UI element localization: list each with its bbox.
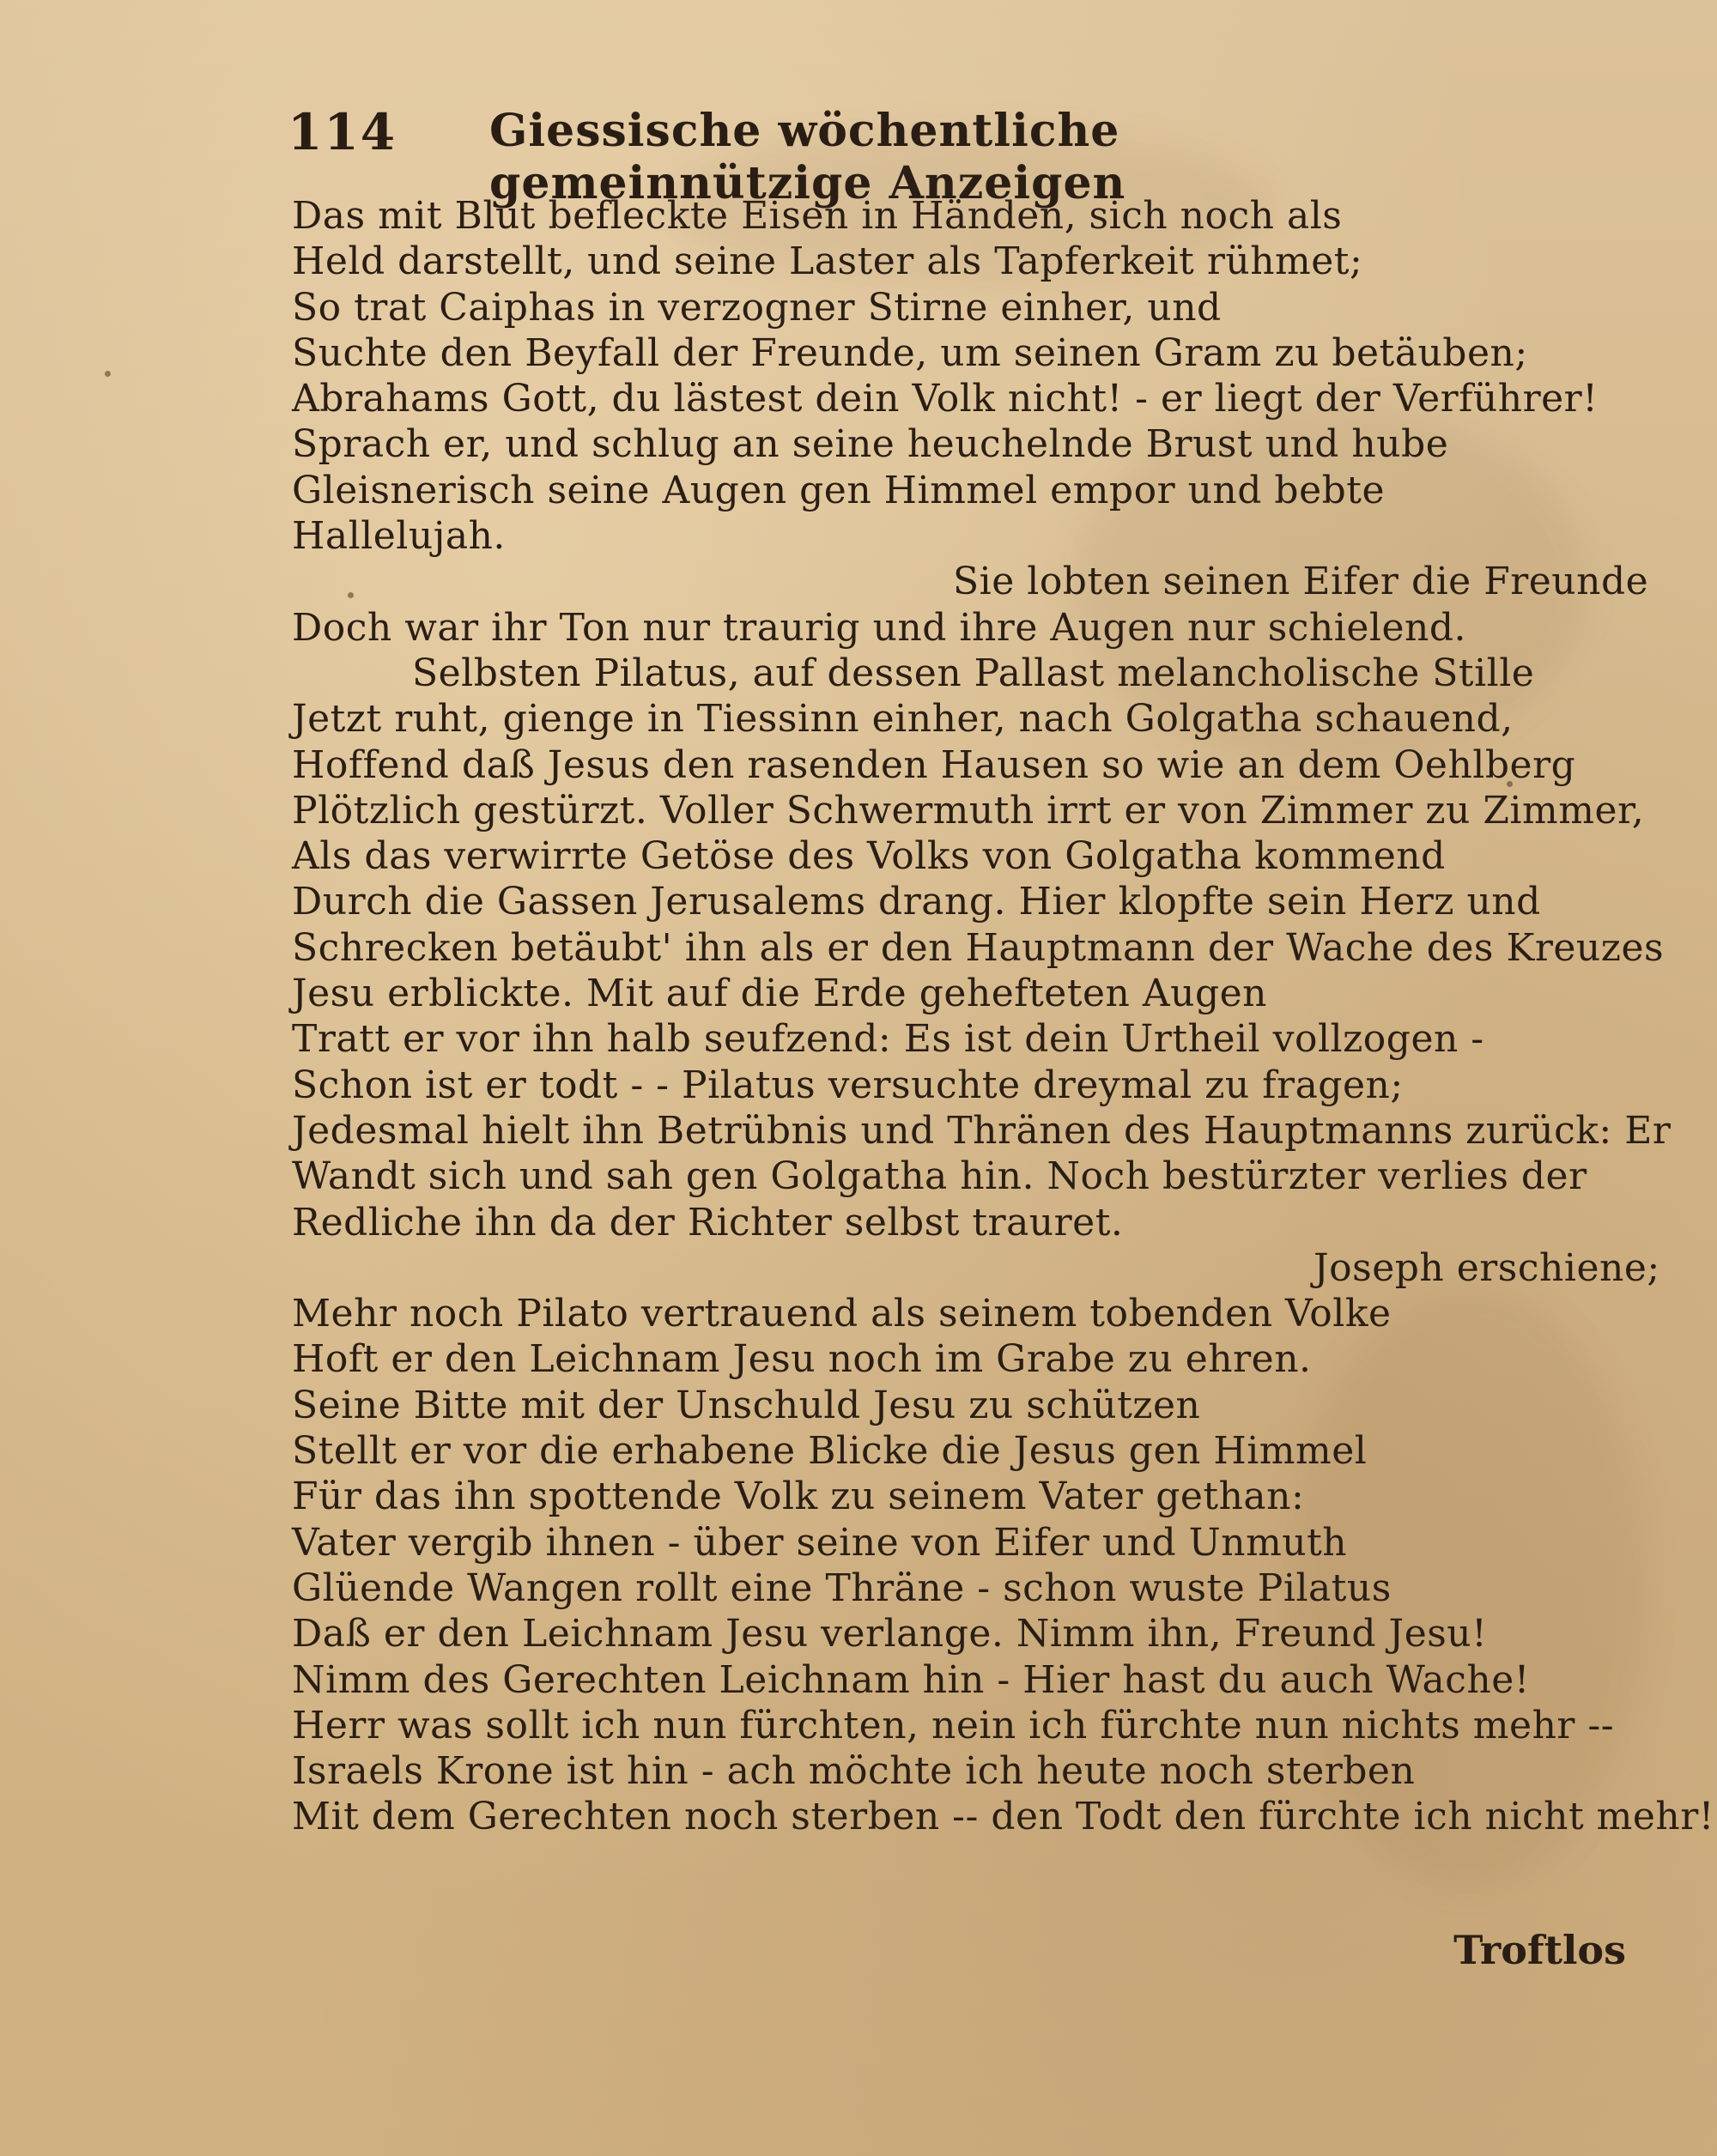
text-line: Als das verwirrte Getöse des Volks von Golgatha kommend [292,834,1446,879]
text-line: Seine Bitte mit der Unschuld Jesu zu schützen [292,1383,1201,1427]
page-number: 114 [288,103,397,161]
poem-text-block [292,193,1714,1840]
text-line: So trat Caiphas in verzogner Stirne einher, und [292,285,1222,330]
text-line: Gleisnerisch seine Augen gen Himmel empor und bebte [292,468,1386,512]
text-line: Nimm des Gerechten Leichnam hin - Hier hast du auch Wache! [292,1657,1530,1702]
text-line: Tratt er vor ihn halb seufzend: Es ist dein Urtheil vollzogen - [292,1017,1484,1062]
text-line: Redliche ihn da der Richter selbst trauret. [292,1200,1124,1245]
text-line: Doch war ihr Ton nur traurig und ihre Augen nur schielend. [292,605,1466,650]
text-line: Mit dem Gerechten noch sterben -- den Todt den fürchte ich nicht mehr! [292,1795,1714,1839]
text-line: Für das ihn spottende Volk zu seinem Vater gethan: [292,1475,1305,1519]
text-line: Jesu erblickte. Mit auf die Erde gehefteten Augen [292,972,1267,1016]
text-line: Hallelujah. [292,514,506,559]
text-line: Hoffend daß Jesus den rasenden Hausen so wie an dem Oehlberg [292,742,1576,787]
text-line: Selbsten Pilatus, auf dessen Pallast melancholische Stille [412,651,1535,695]
text-line: Abrahams Gott, du lästest dein Volk nicht! - er liegt der Verführer! [292,377,1599,421]
text-line: Stellt er vor die erhabene Blicke die Jesus gen Himmel [292,1429,1368,1474]
text-line: Jetzt ruht, gienge in Tiessinn einher, nach Golgatha schauend, [292,697,1514,742]
running-title: Giessische wöchentliche gemeinnützige Anzeigen [489,105,1126,209]
text-line: Plötzlich gestürzt. Voller Schwermuth irrt er von Zimmer zu Zimmer, [292,788,1645,833]
page-header [288,103,1464,209]
text-line: Sprach er, und schlug an seine heuchelnde Brust und hube [292,422,1449,467]
text-line: Mehr noch Pilato vertrauend als seinem tobenden Volke [292,1292,1392,1336]
text-line: Israels Krone ist hin - ach möchte ich heute noch sterben [292,1749,1416,1794]
text-line: Wandt sich und sah gen Golgatha hin. Noch bestürzter verlies der [292,1154,1587,1199]
text-line: Schrecken betäubt' ihn als er den Hauptmann der Wache des Kreuzes [292,925,1665,970]
text-line: Hoft er den Leichnam Jesu noch im Grabe zu ehren. [292,1337,1312,1382]
text-line: Jedesmal hielt ihn Betrübnis und Thränen des Hauptmanns zurück: Er [292,1108,1671,1153]
paper-speck [105,371,111,377]
text-line: Herr was sollt ich nun fürchten, nein ich fürchte nun nichts mehr -- [292,1703,1615,1747]
text-line: Sie lobten seinen Eifer die Freunde [953,560,1649,604]
catchword: Troftlos [1453,1927,1626,1973]
text-line: Das mit Blut befleckte Eisen in Händen, sich noch als [292,194,1343,238]
text-line: Held darstellt, und seine Laster als Tapferkeit rühmet; [292,239,1363,284]
text-line: Schon ist er todt - - Pilatus versuchte dreymal zu fragen; [292,1063,1404,1107]
text-line: Vater vergib ihnen - über seine von Eifer und Unmuth [292,1520,1348,1565]
text-line: Daß er den Leichnam Jesu verlange. Nimm ihn, Freund Jesu! [292,1612,1488,1656]
text-line: Glüende Wangen rollt eine Thräne - schon wuste Pilatus [292,1566,1392,1610]
text-line: Durch die Gassen Jerusalems drang. Hier klopfte sein Herz und [292,880,1541,924]
text-line: Joseph erschiene; [1314,1245,1660,1290]
text-line: Suchte den Beyfall der Freunde, um seinen Gram zu betäuben; [292,330,1528,375]
